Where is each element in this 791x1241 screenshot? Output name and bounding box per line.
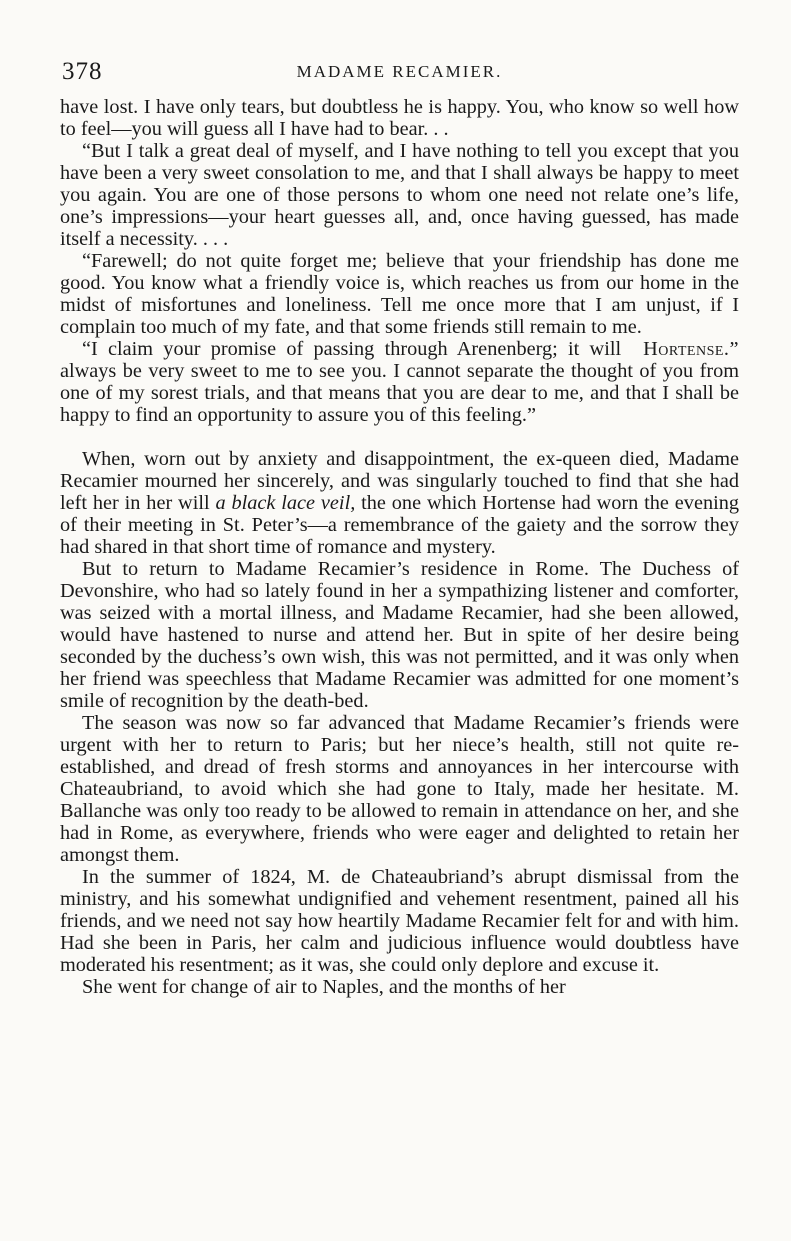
paragraph-letter-continued: have lost. I have only tears, but doubtless he is happy. You, who know so well how to feel—you will guess all I have had to bear. . . xyxy=(60,96,739,140)
paragraph-duchess-devonshire: But to return to Madame Recamier’s residence in Rome. The Duchess of Devonshire, who had so lately found in her a sympathizing listener and comforter, was seized with a mortal illness, and Madame Recamier, had she been allowed, would have hastened to nurse and attend her. But in spite of her desire being seconded by the duchess’s own wish, this was not permitted, and it was only when her friend was speechless that Madame Recamier was admitted for one moment’s smile of recognition by the death-bed. xyxy=(60,558,739,712)
veil-text-before: When, worn out by anxiety and disappointment, the ex-queen died, Madame Recamier mourned her sincerely, and was singularly touched to find that she had left her in her will xyxy=(60,448,739,514)
paragraph-summer-1824: In the summer of 1824, M. de Chateaubriand’s abrupt dismissal from the ministry, and his somewhat undignified and vehement resentment, pained all his friends, and we need not say how heartily Madame Recamier felt for and with him. Had she been in Paris, her calm and judicious influence would doubtless have moderated his resentment; as it was, she could only deplore and excuse it. xyxy=(60,866,739,976)
running-title: MADAME RECAMIER. xyxy=(296,62,503,81)
veil-text-after: the one which Hortense had worn the evening of their meeting in St. Peter’s—a remembrance of the gaiety and the sorrow they had shared in that short time of romance and mystery. xyxy=(60,492,739,558)
veil-italic-text: a black lace veil, xyxy=(215,492,356,514)
paragraph-letter-farewell xyxy=(60,250,739,360)
page-number: 378 xyxy=(62,58,103,85)
paragraph-letter-consolation: “But I talk a great deal of myself, and I have nothing to tell you except that you have been a very sweet consolation to me, and that I shall always be happy to meet you again. You are one of those persons to whom one need not relate one’s life, one’s impressions—your heart guesses all, and, once having guessed, has made itself a necessity. . . . xyxy=(60,140,739,250)
paragraph-letter-arenenberg: “I claim your promise of passing through Arenenberg; it will always be very sweet to me to see you. I cannot separate the thought of you from one of my sorest trials, and that means that you are dear to me, and that I shall be happy to find an opportunity to assure you of this feeling.” xyxy=(60,338,739,426)
paragraph-season-advanced: The season was now so far advanced that Madame Recamier’s friends were urgent with her to return to Paris; but her niece’s health, still not quite re-established, and dread of fresh storms and annoyances in her intercourse with Chateaubriand, to avoid which she had gone to Italy, made her hesitate. M. Ballanche was only too ready to be allowed to remain in attendance on her, and she had in Rome, as everywhere, friends who were eager and delighted to retain her amongst them. xyxy=(60,712,739,866)
page-header xyxy=(60,52,739,96)
signature-hortense: Hortense.” xyxy=(643,338,739,360)
paragraph-ex-queen-died xyxy=(60,448,739,558)
body-text xyxy=(60,96,739,998)
farewell-text: “Farewell; do not quite forget me; believe that your friendship has done me good. You know what a friendly voice is, which reaches us from our home in the midst of misfortunes and loneliness. Tell me once more that I am unjust, if I complain too much of my fate, and that some friends still remain to me. xyxy=(60,250,739,338)
paragraph-naples: She went for change of air to Naples, and the months of her xyxy=(82,976,566,998)
